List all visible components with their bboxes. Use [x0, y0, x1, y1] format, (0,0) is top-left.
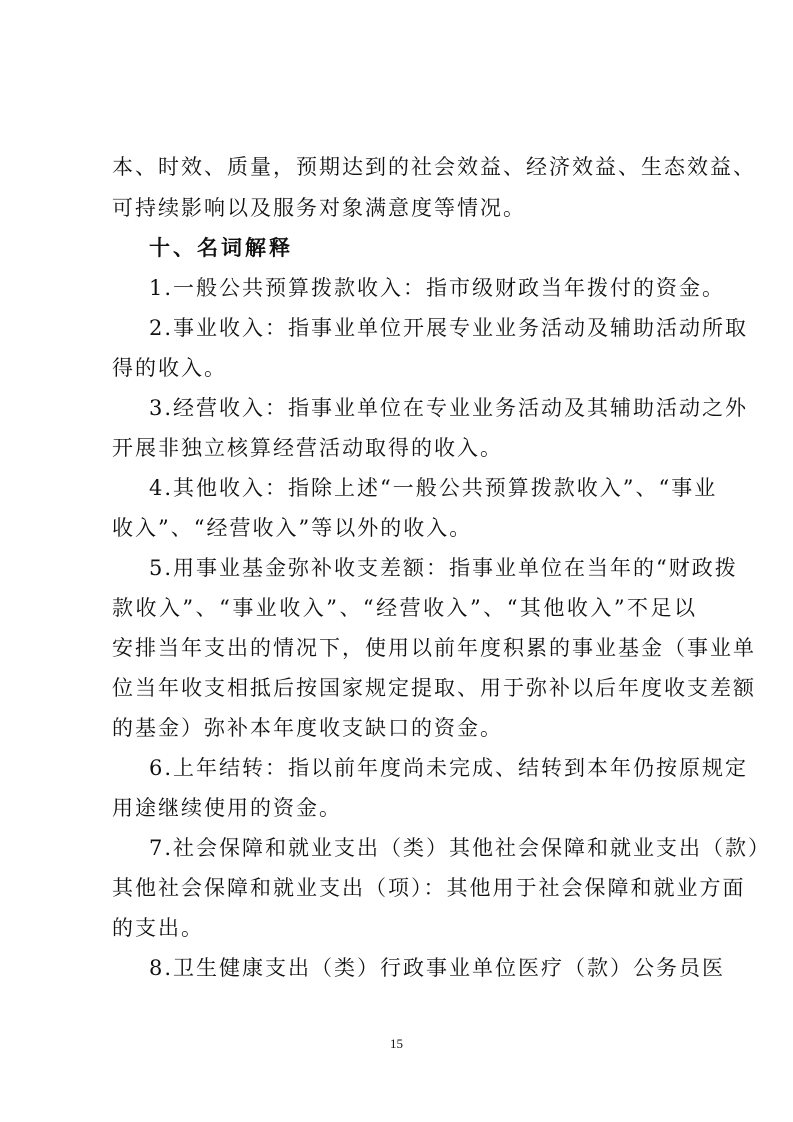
item-5-line-4: 位当年收支相抵后按国家规定提取、用于弥补以后年度收支差额: [112, 676, 756, 700]
item-5-line-5: 的基金）弥补本年度收支缺口的资金。: [112, 716, 503, 740]
item-3-line-2: 开展非独立核算经营活动取得的收入。: [112, 436, 503, 460]
item-6-line-2: 用途继续使用的资金。: [112, 796, 342, 820]
item-7-line-1: 7.社会保障和就业支出（类）其他社会保障和就业支出（款）: [149, 836, 772, 860]
item-7-line-3: 的支出。: [112, 916, 204, 940]
item-7-line-2: 其他社会保障和就业支出（项）：其他用于社会保障和就业方面: [112, 876, 746, 900]
item-4-line-2: 收入”、“经营收入”等以外的收入。: [112, 516, 473, 540]
item-5-line-1: 5.用事业基金弥补收支差额：指事业单位在当年的“财政拨: [149, 556, 738, 580]
item-5-line-3: 安排当年支出的情况下，使用以前年度积累的事业基金（事业单: [112, 636, 756, 660]
item-1-line-1: 1.一般公共预算拨款收入：指市级财政当年拨付的资金。: [149, 276, 726, 300]
item-4-line-1: 4.其他收入：指除上述“一般公共预算拨款收入”、“事业: [149, 476, 718, 500]
section-heading: 十、名词解释: [149, 236, 293, 260]
item-3-line-1: 3.经营收入：指事业单位在专业业务活动及其辅助活动之外: [149, 396, 749, 420]
item-5-line-2: 款收入”、“事业收入”、“经营收入”、“其他收入”不足以: [112, 596, 697, 620]
item-2-line-1: 2.事业收入：指事业单位开展专业业务活动及辅助活动所取: [149, 316, 749, 340]
item-6-line-1: 6.上年结转：指以前年度尚未完成、结转到本年仍按原规定: [149, 756, 749, 780]
item-2-line-2: 得的收入。: [112, 356, 227, 380]
intro-line-1: 本、时效、质量，预期达到的社会效益、经济效益、生态效益、: [112, 155, 756, 179]
intro-line-2: 可持续影响以及服务对象满意度等情况。: [112, 196, 526, 220]
page-number: 15: [390, 1036, 403, 1051]
item-8-line-1: 8.卫生健康支出（类）行政事业单位医疗（款）公务员医: [149, 956, 726, 980]
